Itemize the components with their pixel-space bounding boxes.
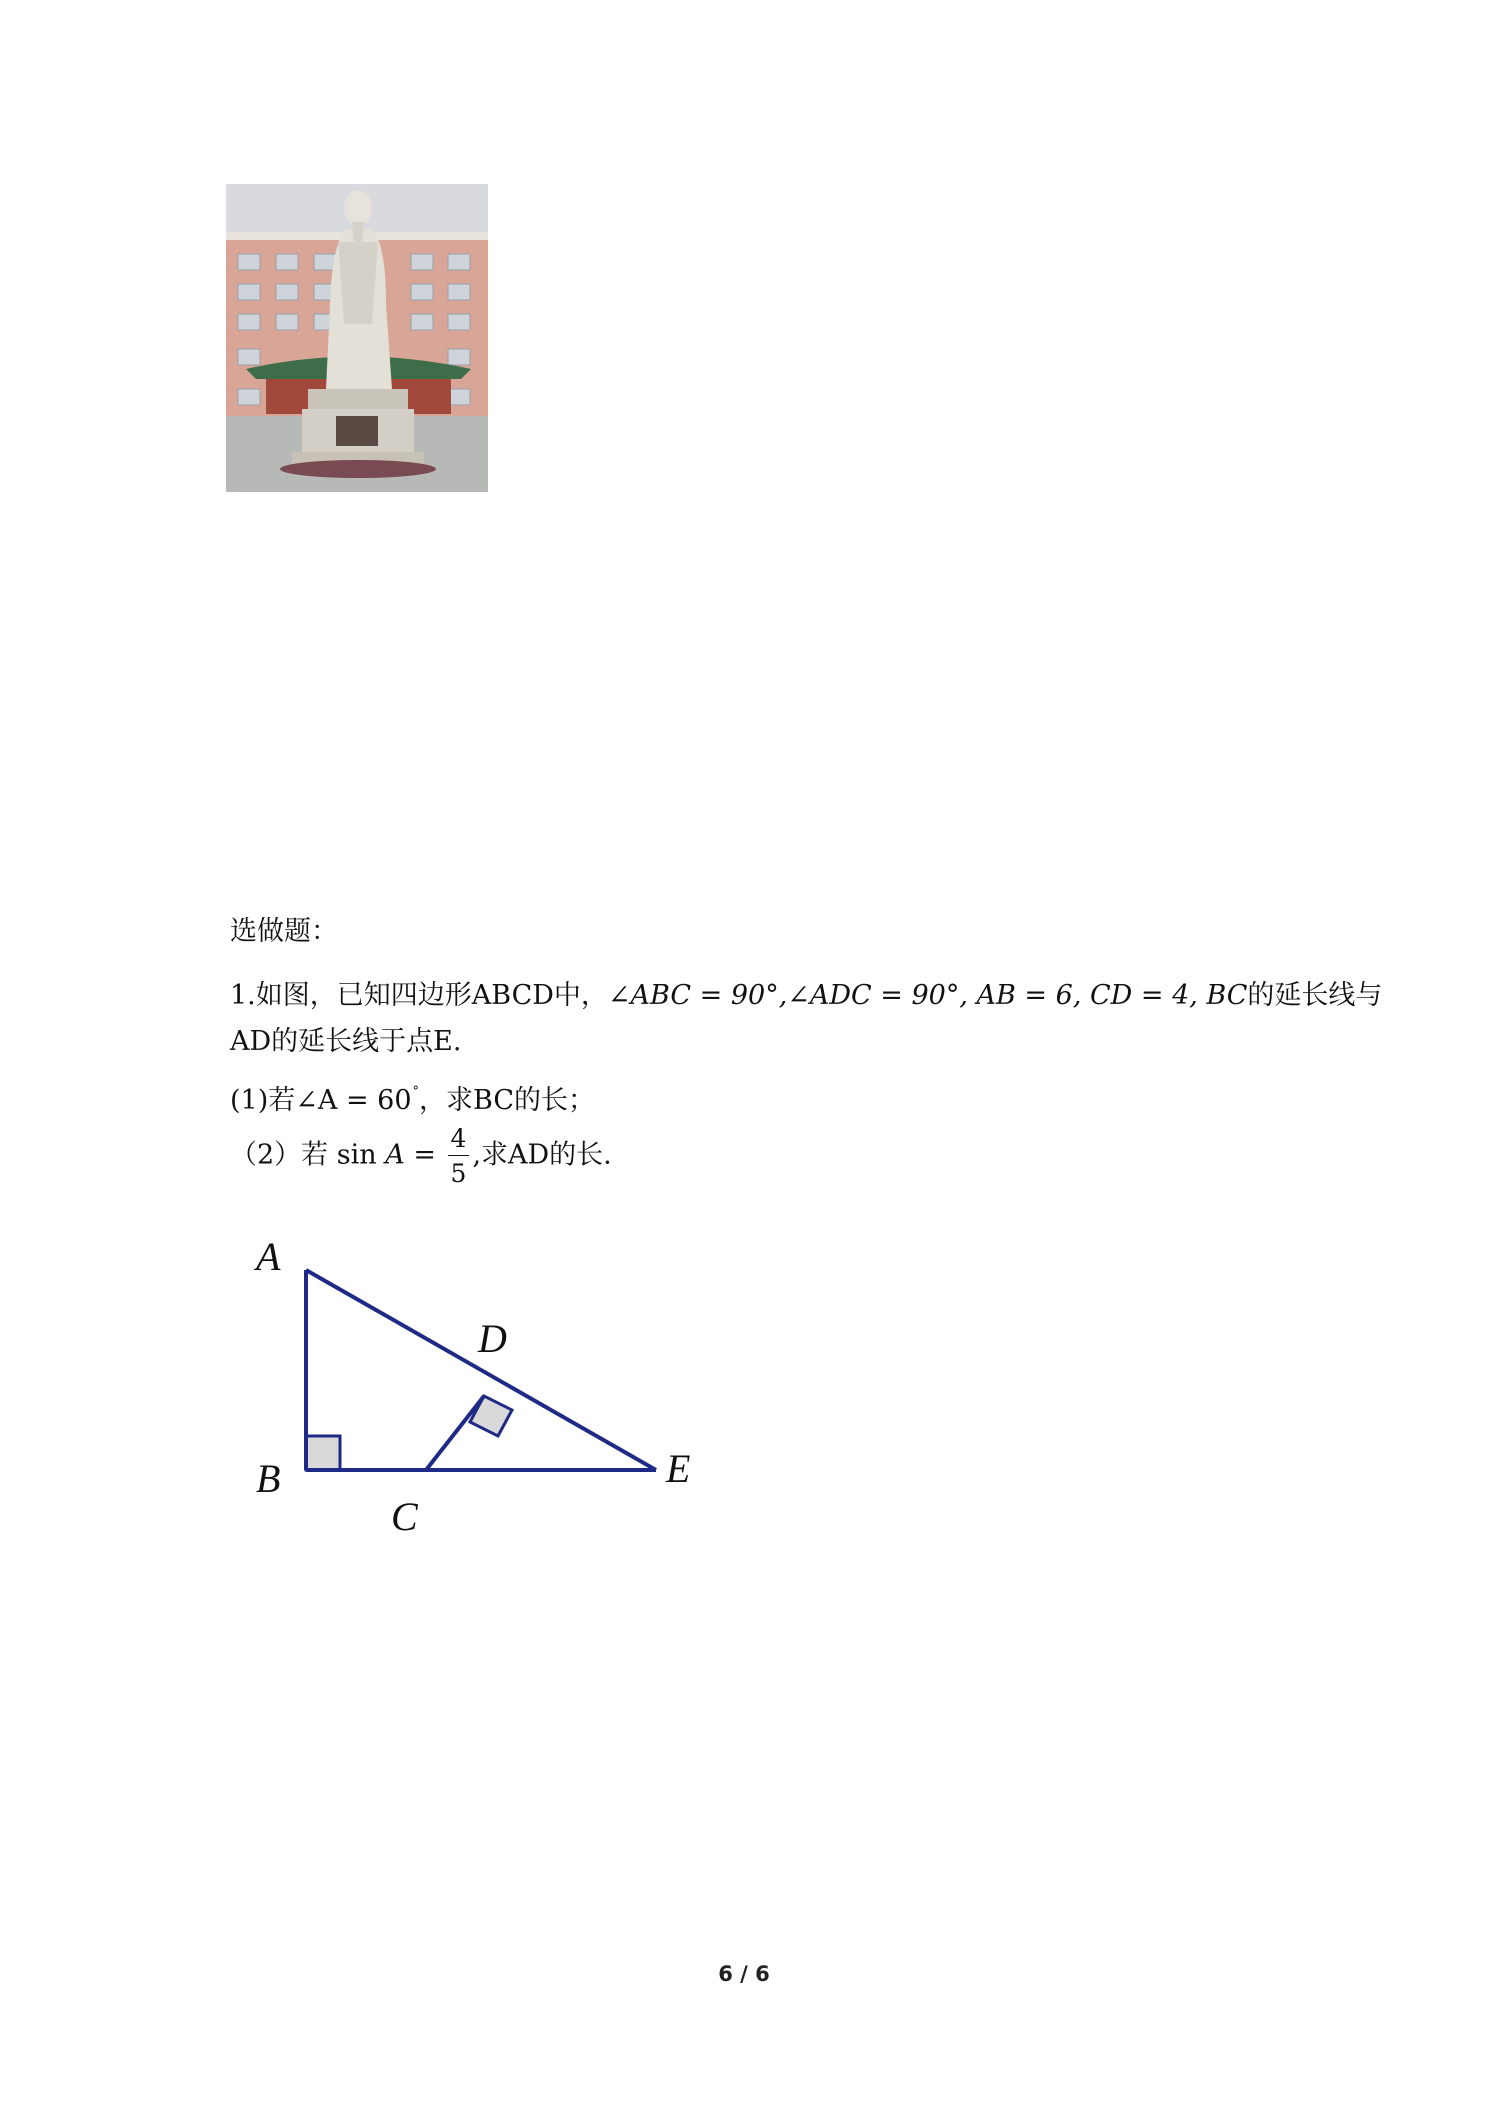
label-d: D: [478, 1316, 507, 1361]
part-2-variable: A: [385, 1139, 405, 1171]
segment-ae: [306, 1270, 656, 1470]
question-1-part-1: [230, 1072, 595, 1121]
part-1-suffix: ，求BC的长；: [419, 1085, 596, 1116]
label-a: A: [256, 1234, 281, 1279]
label-c: C: [391, 1494, 418, 1539]
question-1-prefix: 1.如图，已知四边形ABCD中，: [230, 980, 608, 1011]
degree-sign: °: [412, 1084, 420, 1099]
part-2-prefix: （2）若 sin: [230, 1139, 386, 1171]
part-1-prefix: (1)若∠A = 60: [230, 1085, 412, 1116]
question-1-part-2: [230, 1126, 612, 1186]
triangle-diagram: [246, 1230, 726, 1550]
geometry-figure: [246, 1230, 726, 1554]
question-1-line-2: AD的延长线于点E.: [230, 1026, 462, 1057]
question-1-suffix: 的延长线与: [1247, 980, 1383, 1011]
fraction-denominator: 5: [450, 1159, 467, 1188]
statue-photo: [226, 184, 488, 492]
label-e: E: [666, 1446, 691, 1491]
part-2-suffix: ,求AD的长.: [472, 1139, 612, 1171]
fraction-numerator: 4: [448, 1126, 470, 1156]
page-number: 6 / 6: [718, 1962, 770, 1986]
statue-photo-image: [226, 184, 488, 492]
right-angle-mark-b: [306, 1436, 340, 1470]
right-angle-mark-d: [470, 1396, 512, 1436]
segment-cd: [426, 1396, 484, 1470]
question-1-line-1: [230, 976, 1382, 1016]
question-1-math: ∠ABC = 90°,∠ADC = 90°, AB = 6, CD = 4, BC: [607, 980, 1248, 1011]
part-2-equals: =: [404, 1139, 445, 1171]
fraction: [448, 1126, 470, 1186]
section-title: 选做题：: [230, 916, 338, 947]
label-b: B: [256, 1456, 281, 1501]
